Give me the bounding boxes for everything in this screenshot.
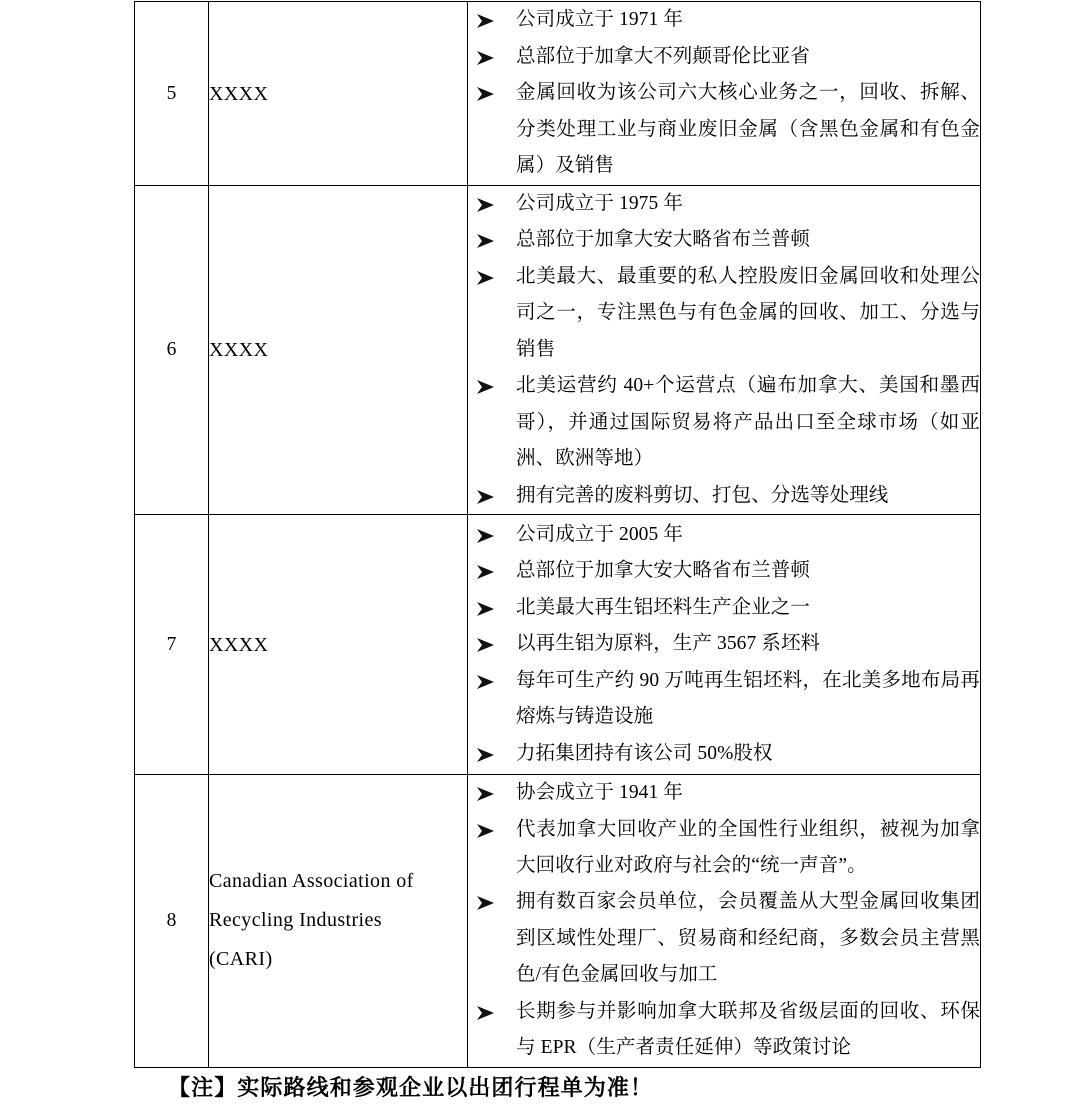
table-body xyxy=(135,2,981,1068)
list-item-text: 总部位于加拿大不列颠哥伦比亚省 xyxy=(516,45,811,67)
arrowhead-bullet-icon xyxy=(476,259,498,368)
list-item xyxy=(468,2,980,38)
list-item xyxy=(468,994,980,1067)
arrowhead-bullet-icon xyxy=(476,663,498,736)
arrowhead-bullet-icon xyxy=(476,994,498,1067)
list-item xyxy=(468,478,980,514)
company-description-cell xyxy=(468,515,981,775)
footer-note: 【注】实际路线和参观企业以出团行程单为准！ xyxy=(168,1075,654,1100)
bullet-list xyxy=(468,517,980,772)
list-item xyxy=(468,663,980,736)
bullet-list xyxy=(468,2,980,184)
company-name-line: Canadian Association of xyxy=(209,870,414,893)
list-item xyxy=(468,39,980,75)
company-name-line: Recycling Industries xyxy=(209,909,382,932)
list-item xyxy=(468,75,980,184)
list-item-text: 以再生铝为原料，生产 3567 系坯料 xyxy=(516,633,821,655)
list-item-text: 总部位于加拿大安大略省布兰普顿 xyxy=(516,560,811,582)
list-item xyxy=(468,222,980,258)
list-item xyxy=(468,259,980,368)
row-index-cell: 8 xyxy=(135,775,209,1068)
list-item-text: 北美运营约 40+个运营点（遍布加拿大、美国和墨西哥），并通过国际贸易将产品出口至全球市场（如亚洲、欧洲等地） xyxy=(516,375,980,470)
arrowhead-bullet-icon xyxy=(476,478,498,514)
list-item-text: 拥有数百家会员单位，会员覆盖从大型金属回收集团到区域性处理厂、贸易商和经纪商，多数会员主营黑色/有色金属回收与加工 xyxy=(516,891,980,986)
list-item-text: 公司成立于 1975 年 xyxy=(516,193,683,214)
arrowhead-bullet-icon xyxy=(476,775,498,811)
row-index-cell: 6 xyxy=(135,186,209,515)
row-index-cell: 7 xyxy=(135,515,209,775)
list-item-text: 北美最大、最重要的私人控股废旧金属回收和处理公司之一，专注黑色与有色金属的回收、加工、分选与销售 xyxy=(516,265,980,360)
arrowhead-bullet-icon xyxy=(476,2,498,38)
arrowhead-bullet-icon xyxy=(476,884,498,993)
arrowhead-bullet-icon xyxy=(476,736,498,772)
bullet-list xyxy=(468,186,980,514)
arrowhead-bullet-icon xyxy=(476,590,498,626)
list-item-text: 总部位于加拿大安大略省布兰普顿 xyxy=(516,229,811,251)
company-name-line: XXXX xyxy=(209,339,269,362)
company-name-line: XXXX xyxy=(209,82,269,105)
arrowhead-bullet-icon xyxy=(476,812,498,885)
table-row xyxy=(135,2,981,186)
company-name-cell xyxy=(209,775,468,1068)
list-item xyxy=(468,590,980,626)
list-item xyxy=(468,812,980,885)
list-item xyxy=(468,368,980,477)
arrowhead-bullet-icon xyxy=(476,39,498,75)
arrowhead-bullet-icon xyxy=(476,186,498,222)
arrowhead-bullet-icon xyxy=(476,75,498,184)
company-name-cell xyxy=(209,515,468,775)
arrowhead-bullet-icon xyxy=(476,222,498,258)
list-item xyxy=(468,736,980,772)
table-row xyxy=(135,186,981,515)
list-item-text: 每年可生产约 90 万吨再生铝坯料，在北美多地布局再熔炼与铸造设施 xyxy=(516,669,980,728)
list-item-text: 力拓集团持有该公司 50%股权 xyxy=(516,742,773,764)
company-name-cell xyxy=(209,2,468,186)
list-item-text: 公司成立于 1971 年 xyxy=(516,9,683,31)
company-description-cell xyxy=(468,775,981,1068)
list-item-text: 北美最大再生铝坯料生产企业之一 xyxy=(516,596,811,618)
arrowhead-bullet-icon xyxy=(476,626,498,662)
row-index-cell: 5 xyxy=(135,2,209,186)
arrowhead-bullet-icon xyxy=(476,368,498,477)
list-item-text: 协会成立于 1941 年 xyxy=(516,782,683,804)
company-name-line: XXXX xyxy=(209,633,269,656)
table-row xyxy=(135,775,981,1068)
list-item-text: 长期参与并影响加拿大联邦及省级层面的回收、环保与 EPR（生产者责任延伸）等政策讨论 xyxy=(516,1000,980,1059)
list-item-text: 拥有完善的废料剪切、打包、分选等处理线 xyxy=(516,484,889,506)
list-item-text: 代表加拿大回收产业的全国性行业组织，被视为加拿大回收行业对政府与社会的“统一声音”。 xyxy=(516,818,980,876)
arrowhead-bullet-icon xyxy=(476,517,498,553)
list-item-text: 金属回收为该公司六大核心业务之一，回收、拆解、分类处理工业与商业废旧金属（含黑色金属和有色金属）及销售 xyxy=(516,82,980,177)
list-item xyxy=(468,517,980,553)
list-item xyxy=(468,775,980,811)
bullet-list xyxy=(468,775,980,1067)
table-row xyxy=(135,515,981,775)
company-description-cell xyxy=(468,186,981,515)
list-item xyxy=(468,626,980,662)
list-item xyxy=(468,186,980,222)
list-item xyxy=(468,884,980,993)
company-profiles-table xyxy=(134,1,981,1068)
company-name-line: (CARI) xyxy=(209,948,273,971)
company-description-cell xyxy=(468,2,981,186)
arrowhead-bullet-icon xyxy=(476,553,498,589)
list-item xyxy=(468,553,980,589)
company-name-cell xyxy=(209,186,468,515)
list-item-text: 公司成立于 2005 年 xyxy=(516,523,683,545)
